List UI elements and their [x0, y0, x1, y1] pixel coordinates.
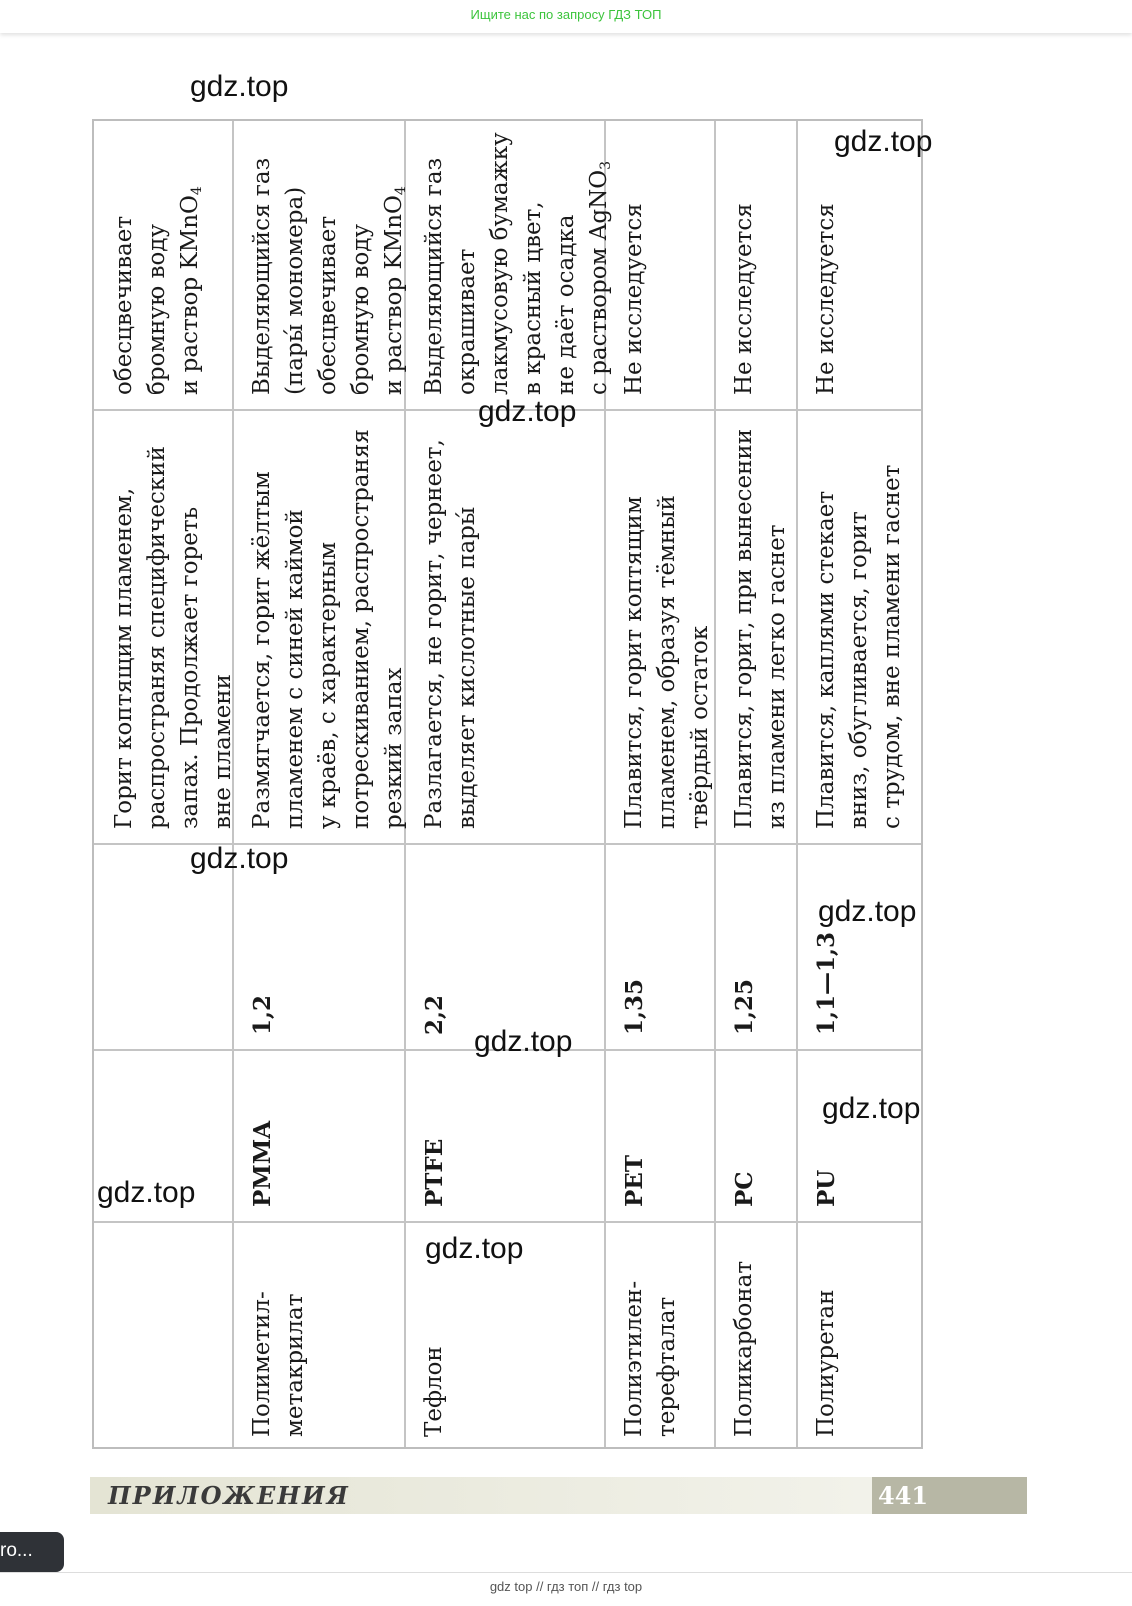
- cell-text-line: [728, 849, 761, 1035]
- cell-text: у краёв, с характерным: [315, 541, 341, 829]
- cell-text: (пары́ мономера): [282, 186, 308, 395]
- cell-text-line: [651, 1227, 684, 1437]
- cell-density: [728, 843, 796, 1035]
- watermark: gdz.top: [97, 1176, 196, 1209]
- cell-text-line: [207, 415, 240, 829]
- cell-text-line: [810, 1227, 843, 1437]
- cell-text-line: [684, 415, 717, 829]
- cell-abbr: [246, 1049, 404, 1207]
- watermark: gdz.top: [190, 70, 289, 103]
- cell-text: резкий запах: [381, 667, 407, 829]
- cell-text: и раствор KMnO: [381, 195, 407, 395]
- cell-text-line: [761, 415, 794, 829]
- cell-text: Полиметил-: [249, 1291, 275, 1437]
- cell-text: PMMA: [249, 1120, 276, 1207]
- cell-text-line: [312, 415, 345, 829]
- cell-text-line: [550, 127, 583, 395]
- cell-text: Полиуретан: [813, 1289, 839, 1437]
- cell-name: [618, 1221, 714, 1437]
- cell-text-line: [246, 415, 279, 829]
- cell-text-line: [279, 1227, 312, 1437]
- cell-text: вниз, обугливается, горит: [846, 511, 872, 829]
- cell-text-line: [876, 415, 909, 829]
- cell-text: бромную воду: [144, 224, 170, 395]
- cell-text-line: [618, 849, 651, 1035]
- cell-text: потрескиванием, распространяя: [348, 429, 374, 829]
- cell-text: обесцвечивает: [315, 215, 341, 395]
- watermark: gdz.top: [474, 1025, 573, 1058]
- cell-text: с раствором AgNO: [586, 169, 612, 395]
- cell-text: твёрдый остаток: [687, 625, 713, 829]
- cell-text: 1,2: [249, 994, 276, 1035]
- footer-section-title: ПРИЛОЖЕНИЯ: [108, 1481, 350, 1510]
- cell-text-line: [728, 127, 761, 395]
- page-number: 441: [878, 1481, 929, 1510]
- cell-abbr: [810, 1049, 925, 1207]
- cell-text: 1,1—1,3: [813, 931, 840, 1035]
- cell-text: PET: [621, 1155, 648, 1207]
- cell-text: и раствор KMnO: [177, 195, 203, 395]
- cell-text-line: [418, 849, 451, 1035]
- cell-text-line: [279, 127, 312, 395]
- cell-text: в красный цвет,: [520, 201, 546, 395]
- cell-text-line: [843, 415, 876, 829]
- cell-text-line: [728, 1055, 761, 1207]
- top-banner-text: Ищите нас по запросу ГДЗ ТОП: [470, 7, 662, 22]
- cell-text: Плавится, горит коптящим: [621, 496, 647, 829]
- cell-text: распространяя специфический: [144, 446, 170, 829]
- watermark: gdz.top: [425, 1232, 524, 1265]
- cell-abbr: [728, 1049, 796, 1207]
- cell-text: Не исследуется: [813, 203, 839, 395]
- cell-text: 1,35: [621, 978, 648, 1035]
- cell-density: [618, 843, 714, 1035]
- subscript: 4: [393, 186, 409, 196]
- cell-text: Не исследуется: [621, 203, 647, 395]
- cell-text: не даёт осадка: [553, 214, 579, 395]
- cell-text: терефталат: [654, 1296, 680, 1437]
- cell-text-line: [141, 127, 174, 395]
- cell-text-line: [174, 127, 214, 395]
- watermark: gdz.top: [478, 395, 577, 428]
- cell-text: окрашивает: [454, 248, 480, 395]
- cell-text: Горит коптящим пламенем,: [111, 487, 137, 829]
- cell-text-line: [108, 415, 141, 829]
- watermark: gdz.top: [190, 842, 289, 875]
- cell-text: пламенем, образуя тёмный: [654, 495, 680, 829]
- cell-text: Выделяющийся газ: [249, 157, 275, 395]
- cell-vapors: [618, 121, 714, 395]
- cell-text-line: [378, 127, 418, 395]
- cell-text-line: [246, 1055, 279, 1207]
- cell-text-line: [141, 415, 174, 829]
- cell-text-line: [174, 415, 207, 829]
- cell-text: лакмусовую бумажку: [487, 132, 513, 395]
- cell-text: PU: [813, 1169, 840, 1207]
- footer-section-band: [90, 1477, 872, 1514]
- cell-text-line: [246, 127, 279, 395]
- cell-text: из пламени легко гаснет: [764, 524, 790, 829]
- table-column-divider: [796, 121, 798, 1447]
- cell-text-line: [618, 415, 651, 829]
- cell-text-line: [618, 1055, 651, 1207]
- cell-text-line: [728, 1227, 761, 1437]
- subscript: 3: [598, 160, 614, 170]
- cell-text: Выделяющийся газ: [421, 157, 447, 395]
- watermark: gdz.top: [822, 1092, 921, 1125]
- cell-text-line: [810, 415, 843, 829]
- cell-text: Тефлон: [421, 1346, 447, 1437]
- cell-density: [418, 843, 604, 1035]
- cell-text: Не исследуется: [731, 203, 757, 395]
- cell-burning: [108, 409, 236, 829]
- cell-text: 1,25: [731, 978, 758, 1035]
- side-tab[interactable]: [0, 1532, 64, 1572]
- cell-text-line: [418, 127, 451, 395]
- watermark: gdz.top: [818, 895, 917, 928]
- cell-text: 2,2: [421, 994, 448, 1035]
- cell-text-line: [618, 1227, 651, 1437]
- cell-abbr: [418, 1049, 604, 1207]
- cell-text-line: [246, 1227, 279, 1437]
- cell-burning: [246, 409, 407, 829]
- cell-text: пламенем с синей каймой: [282, 509, 308, 829]
- cell-text-line: [810, 127, 843, 395]
- cell-text: Поликарбонат: [731, 1260, 757, 1437]
- cell-burning: [418, 409, 604, 829]
- cell-abbr: [618, 1049, 714, 1207]
- page-number-box: [872, 1477, 1027, 1514]
- cell-name: [246, 1221, 404, 1437]
- cell-text: бромную воду: [348, 224, 374, 395]
- cell-vapors: [728, 121, 796, 395]
- cell-text-line: [418, 1055, 451, 1207]
- cell-vapors: [418, 121, 614, 395]
- side-tab-label: ro...: [0, 1540, 33, 1561]
- cell-text-line: [345, 415, 378, 829]
- cell-burning: [810, 409, 925, 829]
- subscript: 4: [189, 186, 205, 196]
- top-banner: [0, 0, 1132, 33]
- cell-text-line: [583, 127, 623, 395]
- bottom-bar-text: gdz top // гдз топ // гдз top: [489, 1579, 643, 1594]
- cell-burning: [618, 409, 714, 829]
- bottom-bar: [0, 1572, 1132, 1606]
- cell-text-line: [651, 415, 684, 829]
- cell-text-line: [517, 127, 550, 395]
- cell-text: Плавится, каплями стекает: [813, 490, 839, 829]
- cell-text: Размягчается, горит жёлтым: [249, 471, 275, 829]
- cell-vapors: [108, 121, 232, 395]
- cell-name: [810, 1221, 925, 1437]
- cell-text-line: [279, 415, 312, 829]
- cell-text: PC: [731, 1171, 758, 1207]
- cell-text-line: [810, 1055, 843, 1207]
- cell-text-line: [810, 849, 843, 1035]
- cell-text-line: [378, 415, 411, 829]
- cell-density: [810, 843, 925, 1035]
- cell-text-line: [108, 127, 141, 395]
- cell-text: Полиэтилен-: [621, 1280, 647, 1437]
- cell-text: выделяет кислотные пары́: [454, 506, 480, 829]
- cell-text: запах. Продолжает гореть: [177, 506, 203, 829]
- cell-text: Разлагается, не горит, чернеет,: [421, 439, 447, 829]
- cell-text: с трудом, вне пламени гаснет: [879, 464, 905, 829]
- cell-text-line: [312, 127, 345, 395]
- watermark: gdz.top: [834, 125, 933, 158]
- cell-vapors: [810, 121, 925, 395]
- cell-text-line: [418, 415, 451, 829]
- cell-text-line: [246, 849, 279, 1035]
- cell-name: [728, 1221, 796, 1437]
- cell-text-line: [484, 127, 517, 395]
- cell-burning: [728, 409, 796, 829]
- cell-vapors: [246, 121, 409, 395]
- cell-name: [108, 1221, 232, 1437]
- cell-text-line: [345, 127, 378, 395]
- cell-text-line: [728, 415, 761, 829]
- cell-text: Плавится, горит, при вынесении: [731, 428, 757, 829]
- cell-text: PTFE: [421, 1138, 448, 1207]
- cell-text: вне пламени: [210, 673, 236, 829]
- cell-text: обесцвечивает: [111, 215, 137, 395]
- cell-text: метакрилат: [282, 1293, 308, 1437]
- cell-text-line: [451, 415, 484, 829]
- cell-text-line: [451, 127, 484, 395]
- cell-text-line: [618, 127, 651, 395]
